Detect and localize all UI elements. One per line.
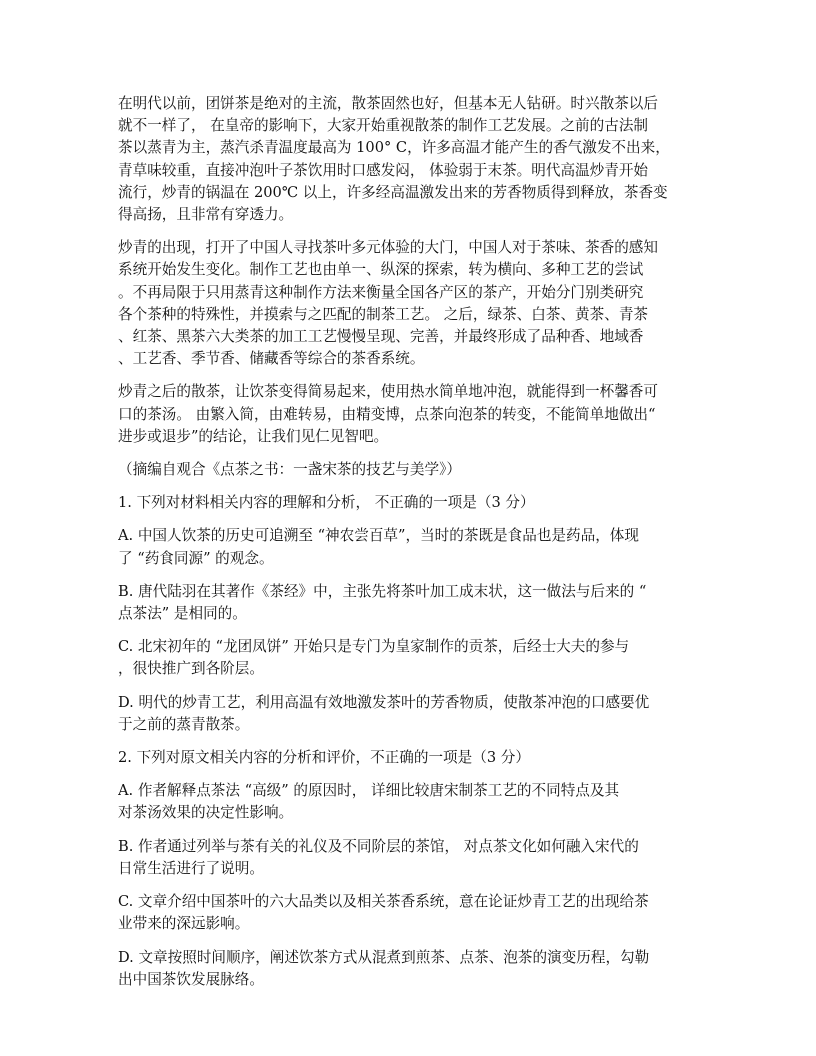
- text-line: D. 文章按照时间顺序，阐述饮茶方式从混煮到煎茶、点茶、泡茶的演变历程，勾勒: [118, 948, 650, 966]
- text-line: 得高扬，且非常有穿透力。: [118, 206, 294, 224]
- text-line: ，很快推广到各阶层。: [118, 660, 264, 678]
- text-line: 各个茶种的特殊性，并摸索与之匹配的制茶工艺。 之后，绿茶、白茶、黄茶、青茶: [118, 305, 649, 323]
- text-line: 2. 下列对原文相关内容的分析和评价，不正确的一项是（3 分）: [118, 749, 530, 767]
- question-2-option-a: [118, 780, 700, 824]
- text-line: 进步或退步”的结论，让我们见仁见智吧。: [118, 427, 389, 445]
- text-line: 日常生活进行了说明。: [118, 859, 264, 877]
- text-line: 出中国茶饮发展脉络。: [118, 970, 264, 988]
- text-line: A. 作者解释点茶法 “高级” 的原因时， 详细比较唐宋制茶工艺的不同特点及其: [118, 782, 620, 800]
- text-line: 在明代以前，团饼茶是绝对的主流，散茶固然也好，但基本无人钻研。时兴散茶以后: [118, 95, 658, 112]
- text-line: 就不一样了， 在皇帝的影响下，大家开始重视散茶的制作工艺发展。之前的古法制: [118, 117, 649, 135]
- text-line: 、红茶、黑茶六大类茶的加工工艺慢慢呈现、完善，并最终形成了品种香、地域香: [118, 328, 644, 346]
- text-line: （摘编自观合《点茶之书：一盏宋茶的技艺与美学》）: [118, 461, 461, 479]
- text-line: C. 北宋初年的 “龙团凤饼” 开始只是专门为皇家制作的贡茶，后经士大夫的参与: [118, 638, 630, 656]
- text-line: 业带来的深远影响。: [118, 915, 250, 933]
- text-line: 了 “药食同源” 的观念。: [118, 549, 274, 567]
- text-line: 、工艺香、季节香、储藏香等综合的茶香系统。: [118, 350, 425, 368]
- text-line: 茶以蒸青为主，蒸汽杀青温度最高为 100° C，许多高温才能产生的香气激发不出来，: [118, 139, 670, 157]
- question-1-option-d: [118, 692, 700, 736]
- question-1-option-b: [118, 581, 700, 625]
- text-line: 流行，炒青的锅温在 200℃ 以上，许多经高温激发出来的芳香物质得到释放，茶香变: [118, 183, 668, 201]
- text-line: B. 作者通过列举与茶有关的礼仪及不同阶层的茶馆， 对点茶文化如何融入宋代的: [118, 837, 639, 855]
- text-line: D. 明代的炒青工艺，利用高温有效地激发茶叶的芳香物质，使散茶冲泡的口感要优: [118, 693, 650, 711]
- paragraph-stir-fry-tea: [118, 237, 700, 370]
- question-1-option-a: [118, 525, 700, 569]
- text-line: A. 中国人饮茶的历史可追溯至 “神农尝百草”，当时的茶既是食品也是药品，体现: [118, 527, 639, 545]
- text-line: 于之前的蒸青散茶。: [118, 715, 250, 733]
- paragraph-loose-tea: [118, 381, 700, 448]
- question-2-option-d: [118, 947, 700, 991]
- text-line: 炒青的出现，打开了中国人寻找茶叶多元体验的大门，中国人对于茶味、茶香的感知: [118, 239, 658, 257]
- text-line: 对茶汤效果的决定性影响。: [118, 804, 294, 822]
- question-2: [118, 747, 700, 769]
- text-line: 1. 下列对材料相关内容的理解和分析， 不正确的一项是（3 分）: [118, 494, 535, 512]
- question-2-option-b: [118, 836, 700, 880]
- paragraph-ming-dynasty-tea: [118, 93, 700, 226]
- source-citation: [118, 459, 700, 481]
- text-line: 青草味较重，直接冲泡叶子茶饮用时口感发闷， 体验弱于末茶。明代高温炒青开始: [118, 161, 649, 179]
- document-page: [118, 93, 700, 1002]
- text-line: 。不再局限于只用蒸青这种制作方法来衡量全国各产区的茶产，开始分门别类研究: [118, 283, 644, 301]
- question-1: [118, 492, 700, 514]
- text-line: 炒青之后的散茶，让饮茶变得简易起来，使用热水简单地冲泡，就能得到一杯馨香可: [118, 383, 658, 401]
- text-line: 系统开始发生变化。制作工艺也由单一、纵深的探索，转为横向、多种工艺的尝试: [118, 261, 644, 279]
- text-line: 口的茶汤。 由繁入简，由难转易，由精变博，点茶向泡茶的转变，不能简单地做出“: [118, 405, 656, 423]
- text-line: C. 文章介绍中国茶叶的六大品类以及相关茶香系统，意在论证炒青工艺的出现给茶: [118, 893, 649, 911]
- text-line: 点茶法” 是相同的。: [118, 605, 247, 623]
- text-line: B. 唐代陆羽在其著作《茶经》中，主张先将茶叶加工成末状，这一做法与后来的 “: [118, 582, 647, 600]
- question-1-option-c: [118, 636, 700, 680]
- question-2-option-c: [118, 891, 700, 935]
